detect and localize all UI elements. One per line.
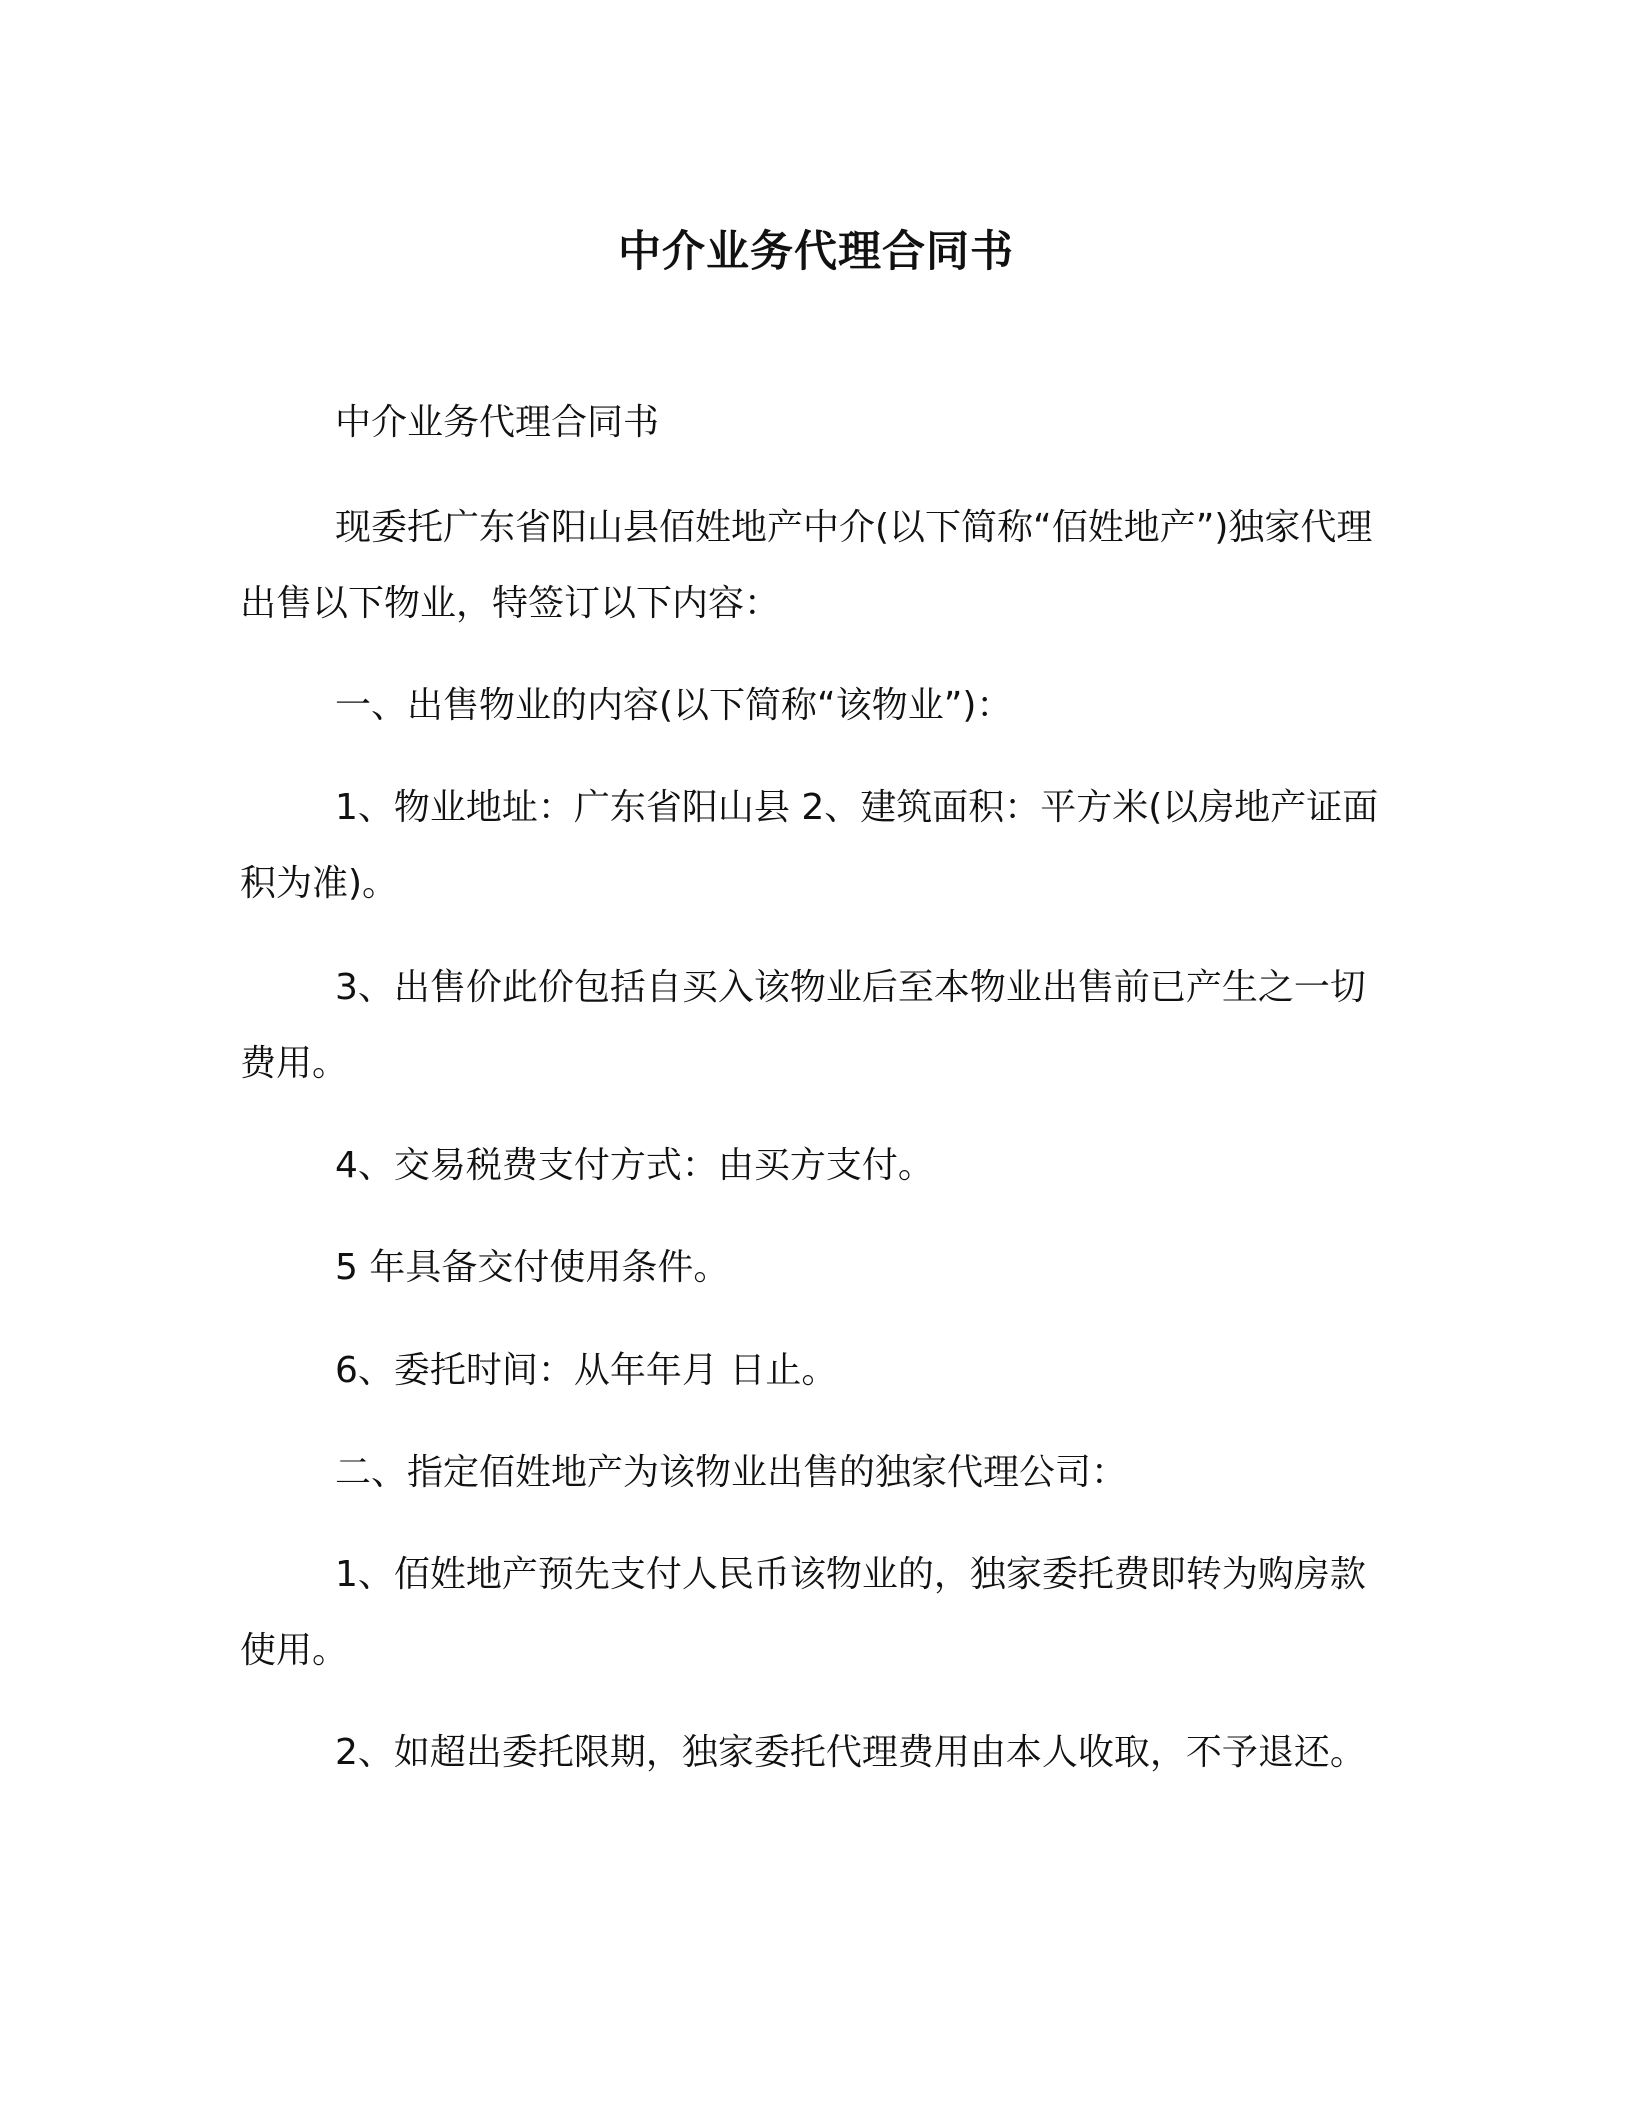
paragraph-intro: 现委托广东省阳山县佰姓地产中介(以下简称“佰姓地产”)独家代理出售以下物业，特签订以下内容：: [240, 507, 1373, 624]
paragraph-item-6: 6、委托时间：从年年月 日止。: [335, 1350, 838, 1391]
document-title: 中介业务代理合同书: [618, 227, 1014, 277]
paragraph-item-1-2: 1、物业地址：广东省阳山县 2、建筑面积：平方米(以房地产证面积为准)。: [240, 787, 1379, 904]
paragraph-item-5: 5 年具备交付使用条件。: [335, 1247, 730, 1288]
paragraph-heading: 中介业务代理合同书: [335, 402, 660, 443]
paragraph-section-two-item-2: 2、如超出委托限期，独家委托代理费用由本人收取，不予退还。: [335, 1732, 1366, 1773]
paragraph-item-4: 4、交易税费支付方式：由买方支付。: [335, 1145, 934, 1186]
paragraph-item-3: 3、出售价此价包括自买入该物业后至本物业出售前已产生之一切费用。: [240, 967, 1366, 1084]
paragraph-section-one: 一、出售物业的内容(以下简称“该物业”)：: [335, 685, 1013, 726]
paragraph-section-two-item-1: 1、佰姓地产预先支付人民币该物业的，独家委托费即转为购房款使用。: [240, 1554, 1366, 1671]
paragraph-section-two: 二、指定佰姓地产为该物业出售的独家代理公司：: [335, 1452, 1128, 1493]
